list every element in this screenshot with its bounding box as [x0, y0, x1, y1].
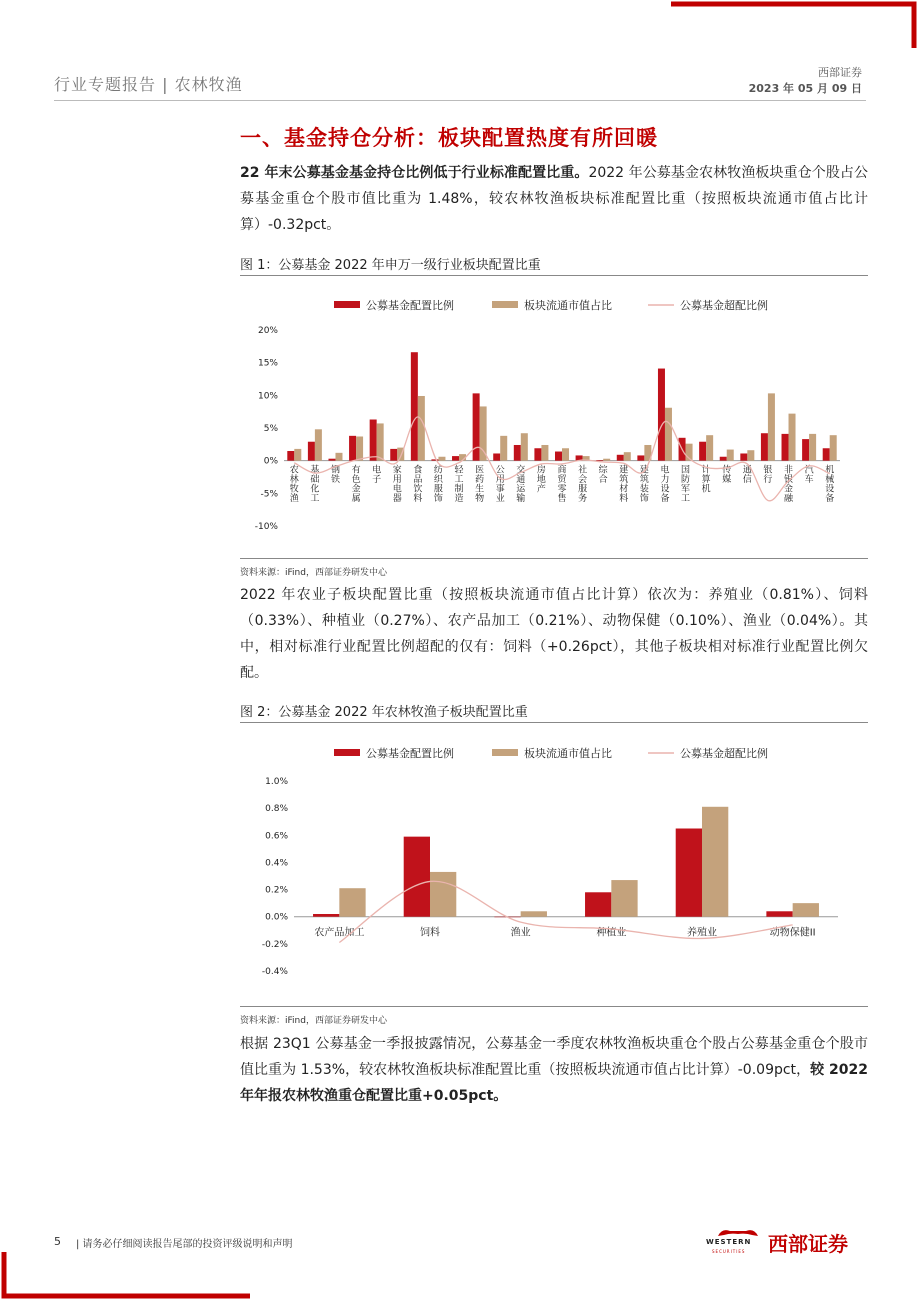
fund-bar-10 [473, 393, 480, 460]
x-tick-label: 公用事业 [495, 465, 505, 505]
x-tick-label: 非银金融 [784, 465, 794, 505]
legend-swatch-1 [334, 301, 360, 308]
x-tick-label: 农林牧渔 [289, 465, 299, 505]
x-tick-label: 渔业 [510, 927, 531, 939]
market-bar-11 [500, 436, 507, 461]
x-tick-label: 电子 [372, 465, 382, 486]
figure-1-title: 图 1：公募基金 2022 年申万一级行业板块配置比重 [240, 258, 541, 273]
paragraph-1-text: 2022 年公募基金农林牧渔板块重仓个股占公募基金重仓个股市值比重为 1.48%，较农林牧渔板块标准配置比重（按照板块流通市值占比计算）-0.32pct。 [240, 165, 869, 233]
x-tick-label: 商贸零售 [557, 465, 567, 505]
logo-english-sub: SECURITIES [712, 1249, 746, 1254]
market-bar-12 [521, 433, 528, 460]
y-tick-label: 0.6% [265, 831, 288, 842]
page-number: 5 [54, 1235, 61, 1248]
legend-label-1: 公募基金配置比例 [366, 299, 454, 312]
fund-bar-4 [349, 436, 356, 461]
figure-1-source: 资料来源：iFind，西部证券研发中心 [240, 568, 387, 578]
legend-label-2: 板块流通市值占比 [524, 299, 612, 312]
bull-logo-icon [716, 1226, 760, 1238]
paragraph-3 [240, 1031, 868, 1109]
fund-bar-13 [534, 448, 541, 460]
paragraph-1 [240, 160, 868, 238]
market-bar-16 [603, 459, 610, 461]
x-tick-label: 房地产 [536, 465, 546, 495]
figure-2-bottom-line [240, 1006, 868, 1007]
fund-bar-21 [699, 442, 706, 461]
company-name: 西部证券 [818, 66, 862, 79]
y-tick-label: 10% [257, 391, 278, 402]
corner-decoration-bottom [0, 1252, 250, 1302]
y-tick-label: 20% [257, 326, 278, 336]
legend-label-3: 公募基金超配比例 [680, 299, 768, 312]
x-tick-label: 机械设备 [825, 465, 835, 505]
x-tick-label: 通信 [742, 465, 752, 486]
x-tick-label: 轻工制造 [454, 465, 464, 505]
market-bar-24 [768, 393, 775, 460]
market-bar-8 [438, 457, 445, 461]
y-tick-label: 1.0% [265, 777, 288, 787]
legend-label-2: 板块流通市值占比 [524, 747, 612, 760]
fund-bar-11 [493, 453, 500, 460]
fund-bar-23 [740, 453, 747, 460]
fund-bar-3 [328, 459, 335, 461]
market-bar-7 [418, 396, 425, 461]
paragraph-3-text: 根据 23Q1 公募基金一季报披露情况，公募基金一季度农林牧渔板块重仓个股占公募基金重仓个股市值比重为 1.53%，较农林牧渔板块标准配置比重（按照板块流通市值占比计算）-0.09pct， [240, 1036, 868, 1078]
x-tick-label: 汽车 [804, 465, 814, 486]
fund-bar-25 [782, 434, 789, 461]
logo-chinese: 西部证券 [768, 1232, 848, 1256]
x-tick-label: 银行 [763, 465, 773, 486]
market-bar-25 [789, 414, 796, 461]
market-bar-21 [706, 435, 713, 460]
figure-2-top-line [240, 722, 868, 723]
y-tick-label: 0.2% [265, 885, 288, 896]
x-tick-label: 食品饮料 [413, 465, 423, 505]
fund-bar-1 [287, 451, 294, 461]
market-bar-14 [562, 448, 569, 460]
fund-bar-26 [802, 439, 809, 461]
market-bar-13 [541, 445, 548, 461]
figure-1-bottom-line [240, 558, 868, 559]
fund-bar-14 [555, 452, 562, 461]
market-bar-17 [624, 452, 631, 460]
market-bar-3 [521, 911, 547, 916]
fund-bar-1 [313, 914, 339, 917]
x-tick-label: 建筑材料 [619, 465, 629, 505]
y-tick-label: 0.8% [265, 804, 288, 815]
y-tick-label: 0% [263, 456, 278, 467]
paragraph-3-bold: 较 2022 年年报农林牧渔重仓配置比重+0.05pct。 [240, 1062, 868, 1104]
fund-bar-16 [596, 460, 603, 461]
fund-bar-12 [514, 445, 521, 461]
market-bar-26 [809, 434, 816, 461]
legend-swatch-1 [334, 749, 360, 756]
fund-bar-19 [658, 369, 665, 461]
x-tick-label: 综合 [598, 465, 608, 486]
y-tick-label: 15% [257, 358, 278, 369]
x-tick-label: 钢铁 [330, 465, 340, 486]
market-bar-23 [747, 450, 754, 460]
market-bar-10 [480, 406, 487, 460]
x-tick-label: 纺织服饰 [433, 465, 443, 505]
figure-2-chart [240, 728, 868, 1003]
section-title: 一、基金持仓分析：板块配置热度有所回暖 [240, 126, 658, 150]
market-bar-4 [356, 436, 363, 460]
fund-bar-2 [308, 442, 315, 461]
x-tick-label: 计算机 [701, 465, 711, 495]
fund-bar-22 [720, 457, 727, 461]
fund-bar-6 [390, 449, 397, 461]
report-type-label: 行业专题报告 | 农林牧渔 [54, 75, 243, 94]
fund-bar-8 [431, 459, 438, 460]
x-tick-label: 家用电器 [392, 465, 402, 505]
market-bar-5 [377, 423, 384, 460]
figure-1-chart [240, 280, 868, 555]
x-tick-label: 国防军工 [681, 465, 691, 505]
fund-bar-7 [411, 352, 418, 460]
fund-bar-4 [585, 892, 611, 916]
paragraph-1-bold: 22 年末公募基金基金持仓比例低于行业标准配置比重。 [240, 165, 589, 181]
figure-1-top-line [240, 275, 868, 276]
y-tick-label: -10% [254, 522, 278, 532]
x-tick-label: 种植业 [596, 927, 627, 939]
legend-swatch-2 [492, 301, 518, 308]
y-tick-label: 0.4% [265, 858, 288, 869]
market-bar-19 [665, 408, 672, 461]
x-tick-label: 动物保健II [769, 927, 816, 939]
figure-2-title: 图 2：公募基金 2022 年农林牧渔子板块配置比重 [240, 705, 528, 720]
fund-bar-27 [823, 448, 830, 460]
fund-bar-18 [637, 455, 644, 460]
x-tick-label: 建筑装饰 [639, 465, 649, 505]
market-bar-6 [793, 903, 819, 917]
fund-bar-24 [761, 433, 768, 460]
legend-label-1: 公募基金配置比例 [366, 747, 454, 760]
market-bar-2 [430, 872, 456, 917]
paragraph-2: 2022 年农业子板块配置比重（按照板块流通市值占比计算）依次为：养殖业（0.81%）、饲料（0.33%）、种植业（0.27%）、农产品加工（0.21%）、动物保健（0.10%）、渔业（0.04%）。其中，相对标准行业配置比例超配的仅有：饲料（+0.26pct），其他子板块相对标准行业配置比例欠配。 [240, 587, 868, 681]
x-tick-label: 医药生物 [475, 465, 485, 505]
header-divider [54, 100, 866, 101]
fund-bar-6 [766, 911, 792, 916]
report-date: 2023 年 05 月 09 日 [748, 82, 862, 95]
footer-disclaimer: | 请务必仔细阅读报告尾部的投资评级说明和声明 [76, 1239, 293, 1250]
x-tick-label: 有色金属 [351, 465, 361, 505]
y-tick-label: 5% [263, 424, 278, 434]
x-tick-label: 农产品加工 [314, 927, 365, 939]
fund-bar-2 [404, 837, 430, 917]
x-tick-label: 养殖业 [687, 927, 717, 939]
x-tick-label: 基础化工 [310, 465, 320, 505]
y-tick-label: -0.4% [261, 967, 288, 977]
corner-decoration-top [671, 0, 918, 48]
figure-2-source: 资料来源：iFind，西部证券研发中心 [240, 1016, 387, 1026]
fund-bar-5 [676, 829, 702, 917]
x-tick-label: 饲料 [420, 927, 440, 939]
market-bar-2 [315, 429, 322, 460]
fund-bar-9 [452, 456, 459, 461]
logo-english: WESTERN [706, 1238, 752, 1246]
y-tick-label: 0.0% [265, 912, 288, 923]
x-tick-label: 交通运输 [516, 465, 526, 505]
legend-label-3: 公募基金超配比例 [680, 747, 768, 760]
x-tick-label: 电力设备 [660, 465, 670, 505]
x-tick-label: 社会服务 [578, 465, 588, 505]
market-bar-22 [727, 450, 734, 461]
market-bar-4 [611, 880, 637, 917]
market-bar-1 [339, 888, 365, 917]
market-bar-5 [702, 807, 728, 917]
fund-bar-17 [617, 455, 624, 461]
x-tick-label: 传媒 [722, 465, 732, 486]
legend-swatch-2 [492, 749, 518, 756]
market-bar-1 [294, 449, 301, 461]
market-bar-3 [335, 453, 342, 461]
market-bar-27 [830, 435, 837, 460]
y-tick-label: -5% [260, 489, 278, 500]
fund-bar-5 [370, 420, 377, 461]
y-tick-label: -0.2% [261, 939, 288, 950]
